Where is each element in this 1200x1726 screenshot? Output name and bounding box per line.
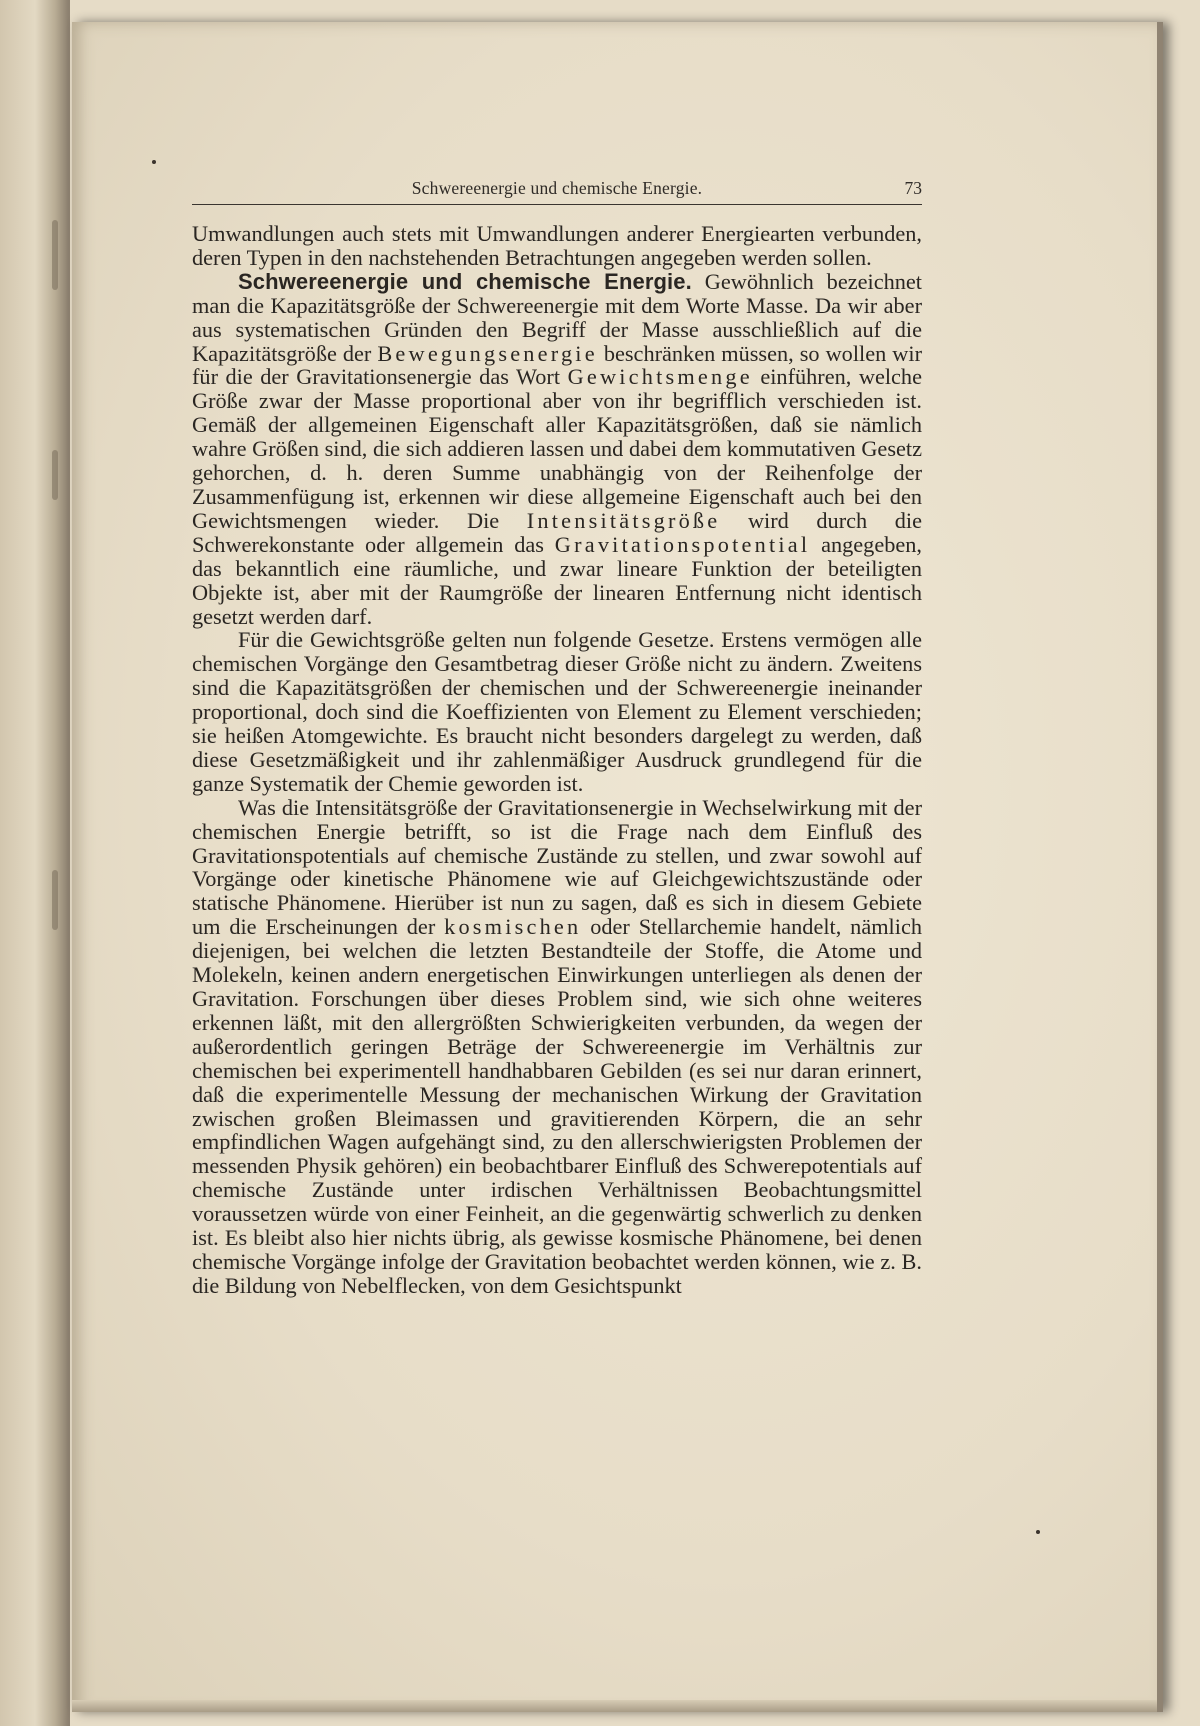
spaced-term: Bewegungsenergie bbox=[377, 340, 598, 366]
page-number: 73 bbox=[904, 178, 922, 198]
binding-thread-mark bbox=[52, 450, 58, 500]
body-text bbox=[192, 222, 922, 1298]
facing-page-edge bbox=[0, 0, 70, 1726]
spaced-term: Intensitätsgröße bbox=[526, 507, 721, 533]
page-bottom-edge bbox=[72, 1700, 1157, 1712]
paragraph-intensity bbox=[192, 796, 922, 1298]
paper-speck bbox=[1036, 1530, 1040, 1534]
page-header bbox=[192, 176, 922, 205]
paragraph-text: oder Stellarchemie handelt, nämlich diejenigen, bei welchen die letzten Bestandteile der Stoffe, die Atome und Molekeln, keinen andern energetischen Einwirkungen unterliegen als denen der Gravitation. Forschungen über dieses Problem sind, wie sich ohne weiteres erkennen läßt, mit den allergrößten Schwierigkeiten verbunden, da wegen der außerordentlich geringen Beträge der Schwereenergie im Verhältnis zur chemischen bei experimentell handhabbaren Gebilden (es sei nur daran erinnert, daß die experimentelle Messung der mechanischen Wirkung der Gravitation zwischen großen Bleimassen und gravitierenden Körpern, die an sehr empfindlichen Wagen aufgehängt sind, zu den allerschwierigsten Problemen der messenden Physik gehören) ein beobachtbarer Einfluß des Schwerepotentials auf chemische Zustände unter irdischen Verhältnissen Beobachtungsmittel voraussetzen würde von einer Feinheit, an die gegenwärtig schwerlich zu denken ist. Es bleibt also hier nichts übrig, als gewisse kosmische Phänomene, bei denen chemische Vorgänge infolge der Gravitation beobachtet werden können, wie z. B. die Bildung von Nebelflecken, von dem Gesichtspunkt bbox=[192, 914, 922, 1298]
binding-thread-mark bbox=[52, 220, 58, 290]
binding-thread-mark bbox=[52, 870, 58, 930]
paragraph-text: Was die Intensitätsgröße der Gravitationsenergie in Wechselwirkung mit der chemischen Energie betrifft, so ist die Frage nach dem Einfluß des Gravitationspotentials auf chemische Zustände zu stellen, und zwar sowohl auf Vorgänge oder kinetische Phänomene wie auf Gleichgewichtszustände oder statische Phänomene. Hierüber ist nun zu sagen, daß es sich in diesem Gebiete um die Erscheinungen der bbox=[192, 794, 922, 940]
paragraph-text: Gewöhnlich bezeichnet man die Kapazitätsgröße der Schwereenergie mit dem Worte Masse. Da wir aber aus systematischen Gründen den Begriff der Masse ausschließlich auf die Kapazitätsgröße der bbox=[192, 268, 922, 366]
spaced-term: Gewichtsmenge bbox=[567, 364, 753, 390]
paragraph-section-intro bbox=[192, 270, 922, 629]
paragraph-text: angegeben, das bekanntlich eine räumliche, und zwar lineare Funktion der beteiligten Objekte ist, aber mit der Raumgröße der linearen Entfernung nicht identisch gesetzt werden darf. bbox=[192, 531, 922, 629]
paragraph-text: wird durch die Schwerekonstante oder allgemein das bbox=[192, 507, 922, 557]
section-title: Schwereenergie und chemische Energie. bbox=[238, 268, 692, 294]
running-head: Schwereenergie und chemische Energie. bbox=[411, 178, 703, 198]
paragraph-text: einführen, welche Größe zwar der Masse proportional aber von ihr begrifflich verschieden ist. Gemäß der allgemeinen Eigenschaft aller Kapazitätsgrößen, daß sie nämlich wahre Größen sind, die sich addieren lassen und dabei dem kommutativen Gesetz gehorchen, d. h. deren Summe unabhängig von der Reihenfolge der Zusammenfügung ist, erkennen wir diese allgemeine Eigenschaft auch bei den Gewichtsmengen wieder. Die bbox=[192, 364, 922, 533]
spaced-term: kosmischen bbox=[444, 914, 582, 940]
paper-speck bbox=[152, 160, 156, 164]
spaced-term: Gravitationspotential bbox=[554, 531, 811, 557]
paragraph-laws: Für die Gewichtsgröße gelten nun folgende Gesetze. Erstens vermögen alle chemischen Vorgänge den Gesamtbetrag dieser Größe nicht zu ändern. Zweitens sind die Kapazitätsgrößen der chemischen und der Schwereenergie ineinander proportional, doch sind die Koeffizienten von Element zu Element verschieden; sie heißen Atomgewichte. Es braucht nicht besonders dargelegt zu werden, daß diese Gesetzmäßigkeit und ihr zahlenmäßiger Ausdruck grundlegend für die ganze Systematik der Chemie geworden ist. bbox=[192, 627, 922, 796]
paragraph-text: beschränken müssen, so wollen wir für die der Gravitationsenergie das Wort bbox=[192, 340, 922, 390]
paragraph-continuation: Umwandlungen auch stets mit Umwandlungen anderer Energiearten verbunden, deren Typen in den nachstehenden Betrachtungen angegeben werden sollen. bbox=[192, 221, 922, 270]
